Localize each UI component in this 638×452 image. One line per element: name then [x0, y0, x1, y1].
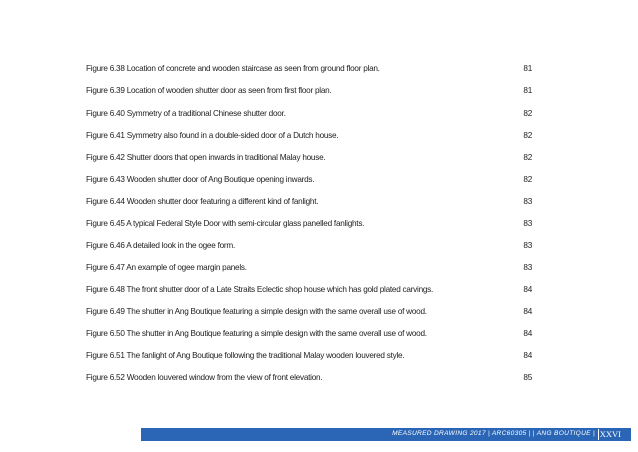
figure-page: 81	[523, 64, 532, 73]
figure-entry	[86, 373, 532, 385]
page-number: XXVI	[599, 429, 621, 439]
figure-page: 83	[523, 197, 532, 206]
figure-page: 84	[523, 351, 532, 360]
figure-page: 82	[523, 109, 532, 118]
figure-title: Figure 6.43 Wooden shutter door of Ang Boutique opening inwards.	[86, 175, 315, 184]
figure-page: 81	[523, 86, 532, 95]
figure-entry	[86, 175, 532, 187]
figure-title: Figure 6.44 Wooden shutter door featuring a different kind of fanlight.	[86, 197, 319, 206]
figure-title: Figure 6.49 The shutter in Ang Boutique featuring a simple design with the same overall use of wood.	[86, 307, 427, 316]
figure-title: Figure 6.52 Wooden louvered window from the view of front elevation.	[86, 373, 323, 382]
figure-entry	[86, 351, 532, 363]
figure-page: 84	[523, 307, 532, 316]
figure-title: Figure 6.39 Location of wooden shutter door as seen from first floor plan.	[86, 86, 332, 95]
figure-entry	[86, 219, 532, 231]
figure-title: Figure 6.42 Shutter doors that open inwards in traditional Malay house.	[86, 153, 326, 162]
figure-title: Figure 6.41 Symmetry also found in a double-sided door of a Dutch house.	[86, 131, 339, 140]
figure-page: 84	[523, 329, 532, 338]
figure-page: 82	[523, 131, 532, 140]
figure-title: Figure 6.48 The front shutter door of a Late Straits Eclectic shop house which has gold plated carvings.	[86, 285, 434, 294]
figure-title: Figure 6.46 A detailed look in the ogee form.	[86, 241, 235, 250]
figure-page: 85	[523, 373, 532, 382]
figure-entry	[86, 153, 532, 165]
figure-entry	[86, 64, 532, 76]
figure-title: Figure 6.40 Symmetry of a traditional Chinese shutter door.	[86, 109, 286, 118]
figure-entry	[86, 241, 532, 253]
footer-label: MEASURED DRAWING 2017 | ARC60305 | | ANG BOUTIQUE |	[392, 430, 595, 437]
figure-entry	[86, 197, 532, 209]
figure-title: Figure 6.51 The fanlight of Ang Boutique following the traditional Malay wooden louvered style.	[86, 351, 405, 360]
figure-title: Figure 6.50 The shutter in Ang Boutique featuring a simple design with the same overall use of wood.	[86, 329, 427, 338]
figure-entry	[86, 263, 532, 275]
figure-entry	[86, 109, 532, 121]
figure-entry	[86, 285, 532, 297]
figure-page: 82	[523, 153, 532, 162]
figure-page: 83	[523, 241, 532, 250]
figure-title: Figure 6.38 Location of concrete and wooden staircase as seen from ground floor plan.	[86, 64, 380, 73]
figure-page: 83	[523, 263, 532, 272]
figure-entry	[86, 131, 532, 143]
figure-entry	[86, 86, 532, 98]
figure-title: Figure 6.45 A typical Federal Style Door with semi-circular glass panelled fanlights.	[86, 219, 365, 228]
figure-page: 82	[523, 175, 532, 184]
figure-entry	[86, 329, 532, 341]
footer-bar	[141, 428, 631, 441]
figure-page: 83	[523, 219, 532, 228]
figure-title: Figure 6.47 An example of ogee margin panels.	[86, 263, 247, 272]
figure-page: 84	[523, 285, 532, 294]
figure-entry	[86, 307, 532, 319]
